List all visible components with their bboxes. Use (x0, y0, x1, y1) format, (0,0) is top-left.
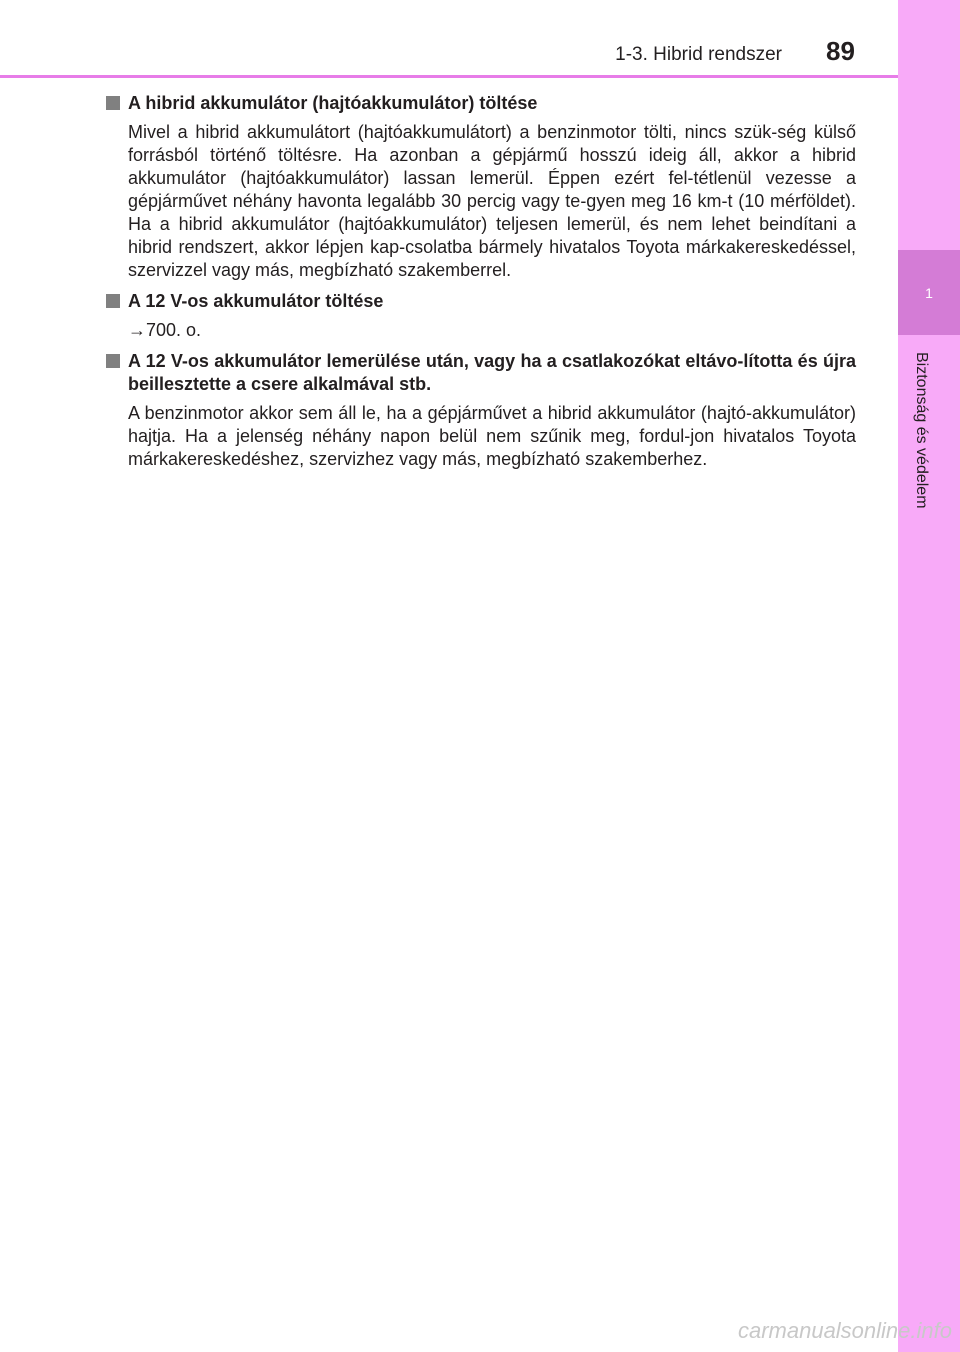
chapter-number-tab[interactable] (898, 250, 960, 335)
chapter-title: Biztonság és védelem (913, 352, 930, 509)
square-bullet-icon (106, 96, 120, 110)
section-title: 1-3. Hibrid rendszer (615, 44, 782, 65)
section-12v-battery-charging (106, 290, 856, 342)
square-bullet-icon (106, 294, 120, 308)
page-reference-link[interactable]: →700. o. (128, 320, 202, 340)
section-hybrid-battery-charging (106, 92, 856, 282)
side-tab (898, 0, 960, 1352)
section-heading (106, 350, 856, 396)
section-12v-battery-discharge (106, 350, 856, 471)
section-heading-text: A 12 V-os akkumulátor lemerülése után, vagy ha a csatlakozókat eltávo-lította és újra beillesztette a csere alkalmával stb. (128, 351, 856, 394)
section-heading-text: A hibrid akkumulátor (hajtóakkumulátor) töltése (128, 93, 538, 113)
watermark: carmanualsonline.info (737, 1318, 952, 1343)
section-heading (106, 92, 856, 115)
page-content (106, 92, 856, 479)
section-heading (106, 290, 856, 313)
section-body: Mivel a hibrid akkumulátort (hajtóakkumulátort) a benzinmotor tölti, nincs szük-ség külső forrásból történő töltésre. Ha azonban a gépjármű hosszú ideig áll, akkor a hibrid akkumulátor (hajtóakkumulátor) lassan lemerül. Éppen ezért fel-tétlenül vezesse a gépjárművet néhány havonta legalább 30 percig vagy te-gyen meg 16 km-t (10 mérföldet). Ha a hibrid akkumulátor (hajtóakkumulátor) teljesen lemerül, és nem lehet beindítani a hibrid rendszert, akkor lépjen kap-csolatba bármely hivatalos Toyota márkakereskedéssel, szervizzel vagy más, megbízható szakemberrel. (128, 122, 856, 280)
chapter-number: 1 (925, 284, 933, 301)
page-number: 89 (826, 36, 855, 66)
header-rule (0, 75, 898, 78)
section-body: A benzinmotor akkor sem áll le, ha a gépjárművet a hibrid akkumulátor (hajtó-akkumulátor) hajtja. Ha a jelenség néhány napon belül nem szűnik meg, fordul-jon hivatalos Toyota márkakereskedéshez, szervizhez vagy más, megbízható szakemberhez. (128, 403, 856, 469)
section-heading-text: A 12 V-os akkumulátor töltése (128, 291, 384, 311)
square-bullet-icon (106, 354, 120, 368)
